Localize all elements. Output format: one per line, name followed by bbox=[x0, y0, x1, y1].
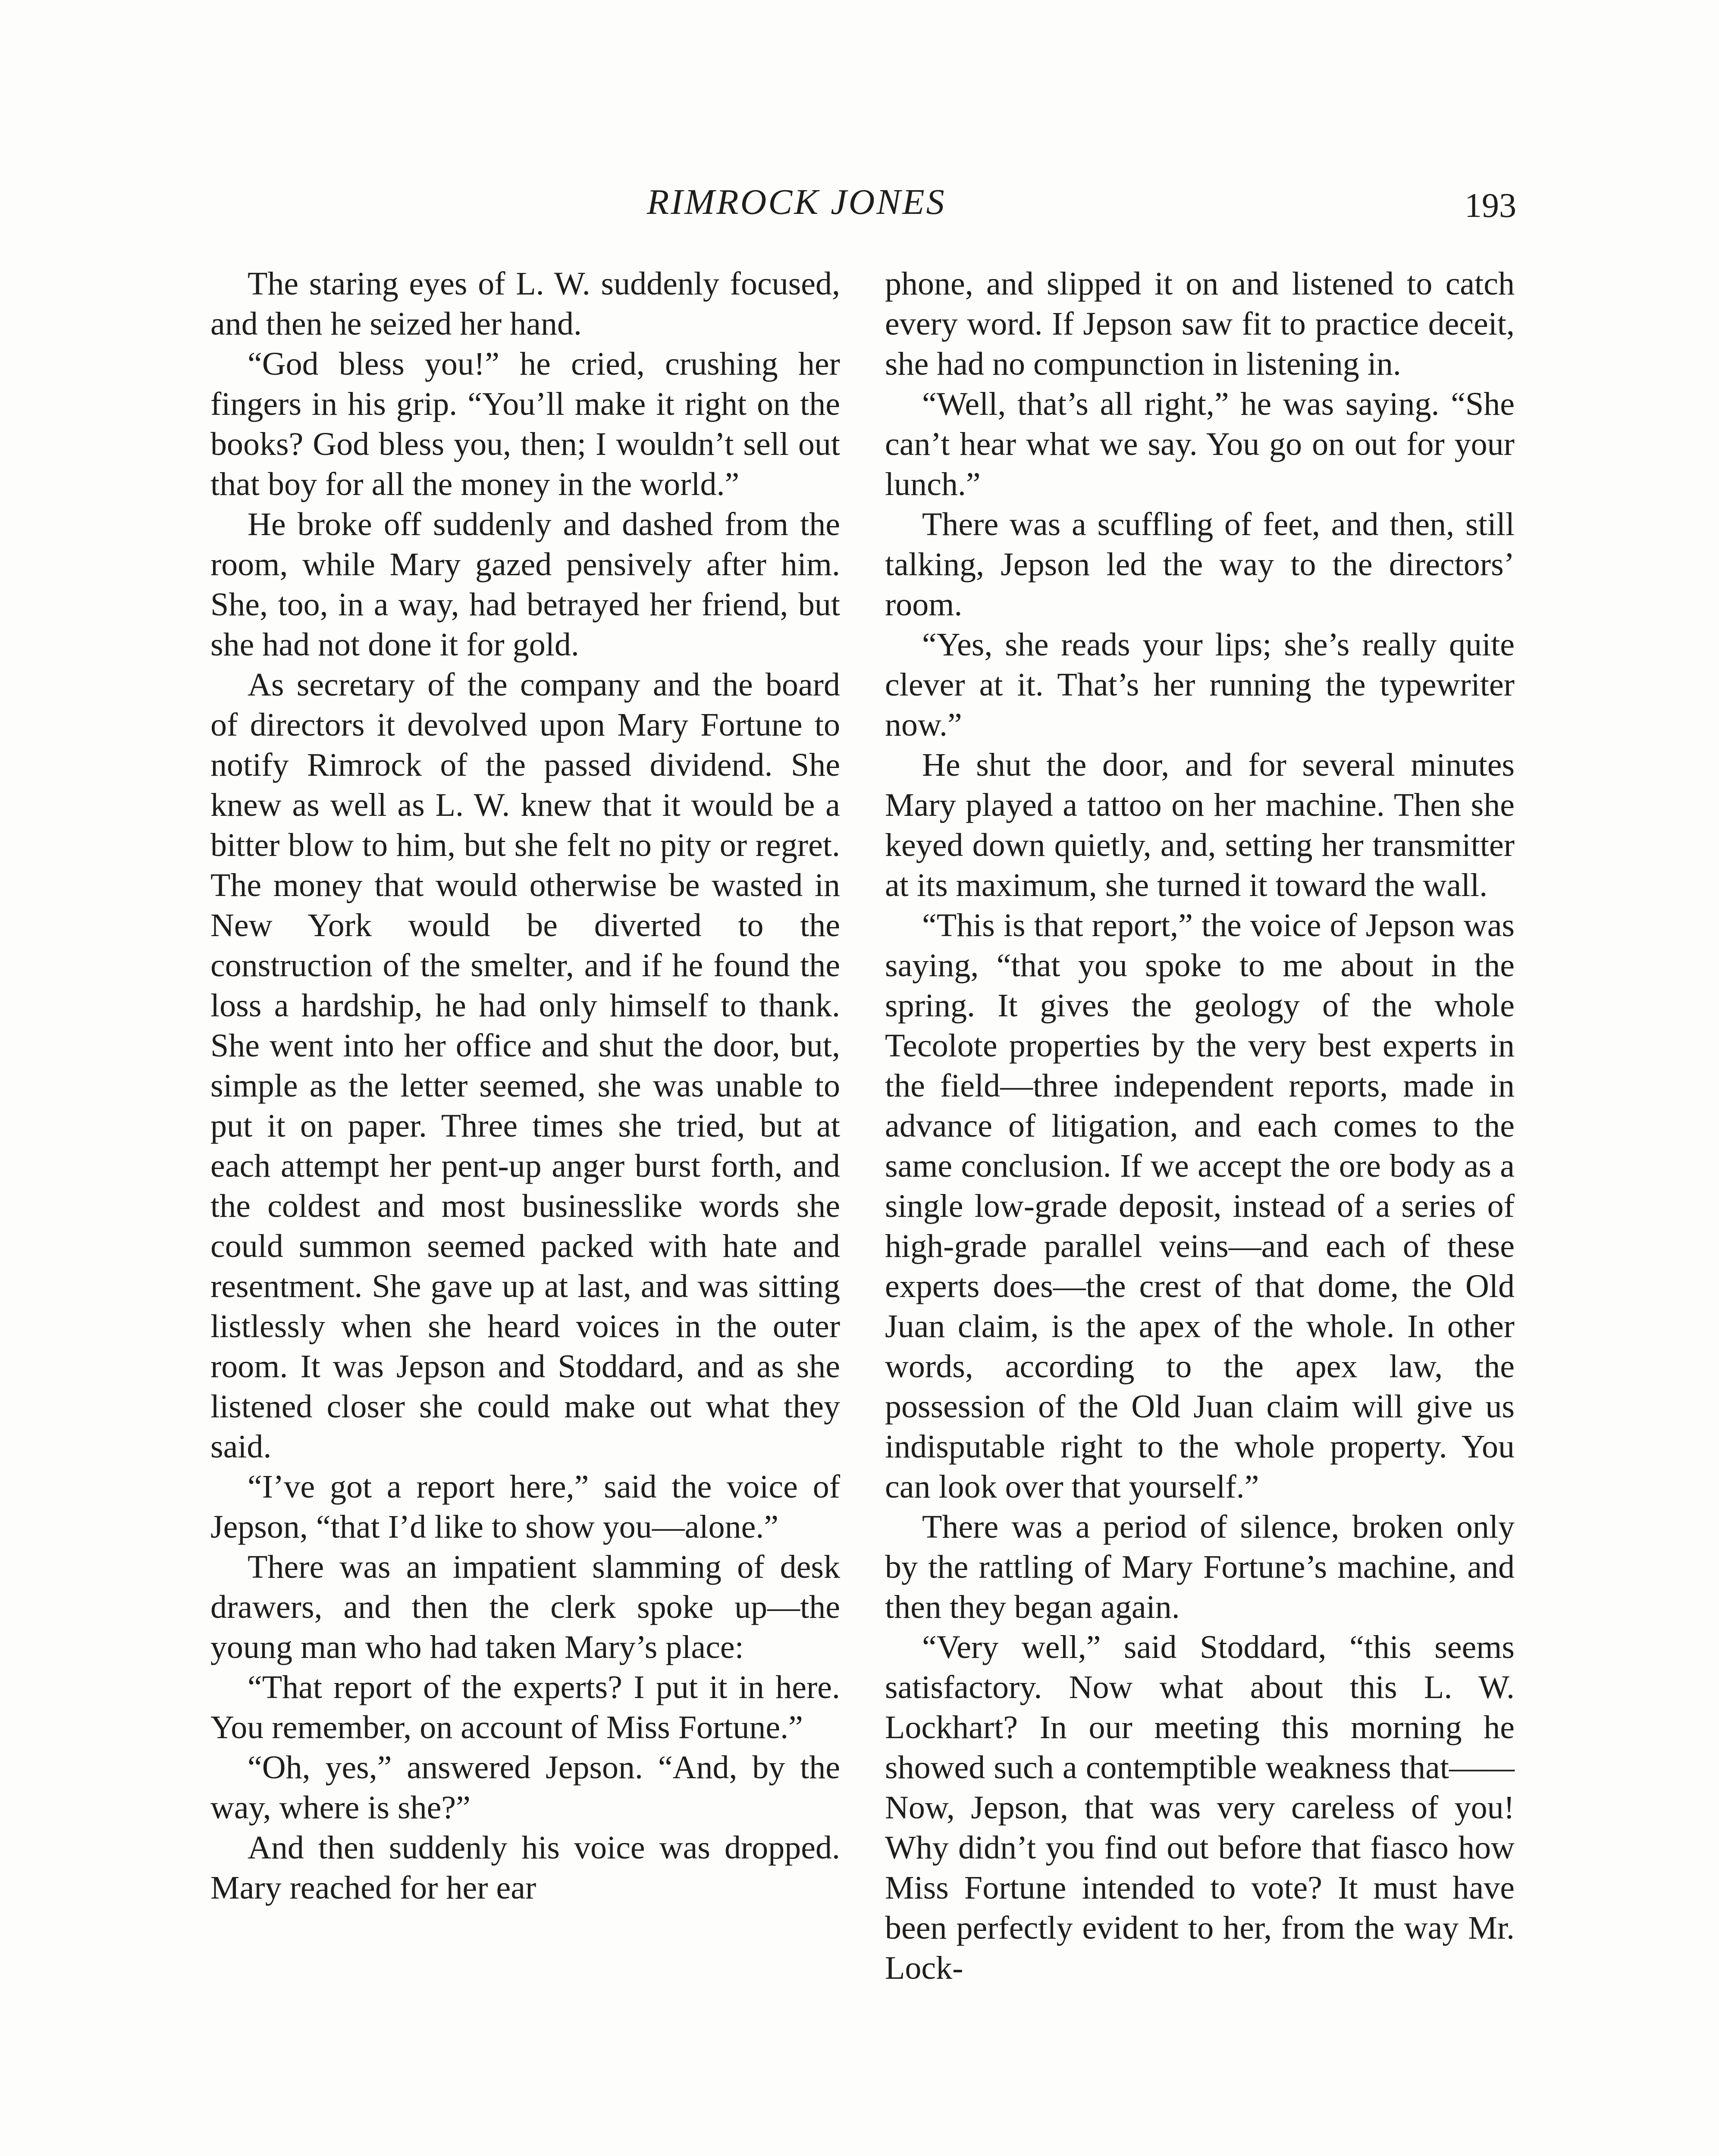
paragraph: “Very well,” said Stoddard, “this seems satisfactory. Now what about this L. W. Lockhart? In our meeting this morning he showed such a contemptible weakness that—— Now, Jepson, that was very careless of you! Why didn’t you find out before that fiasco how Miss Fortune intended to vote? It must have been perfectly evident to her, from the way Mr. Lock- bbox=[885, 1629, 1515, 1986]
paragraph: “That report of the experts? I put it in here. You remember, on account of Miss Fortune.” bbox=[210, 1669, 840, 1745]
paragraph: He shut the door, and for several minutes Mary played a tattoo on her machine. Then she keyed down quietly, and, setting her transmitter at its maximum, she turned it toward the wall. bbox=[885, 747, 1515, 903]
paragraph: As secretary of the company and the board of directors it devolved upon Mary Fortune to notify Rimrock of the passed dividend. She knew as well as L. W. knew that it would be a bitter blow to him, but she felt no pity or regret. The money that would otherwise be wasted in New York would be diverted to the construction of the smelter, and if he found the loss a hardship, he had only himself to thank. She went into her office and shut the door, but, simple as the letter seemed, she was unable to put it on paper. Three times she tried, but at each attempt her pent-up anger burst forth, and the coldest and most businesslike words she could summon seemed packed with hate and resentment. She gave up at last, and was sitting listlessly when she heard voices in the outer room. It was Jepson and Stoddard, and as she listened closer she could make out what they said. bbox=[210, 667, 840, 1465]
paragraph: There was a period of silence, broken only by the rattling of Mary Fortune’s machine, and then they began again. bbox=[885, 1509, 1515, 1625]
paragraph: The staring eyes of L. W. suddenly focused, and then he seized her hand. bbox=[210, 266, 840, 342]
paragraph: “This is that report,” the voice of Jepson was saying, “that you spoke to me about in the spring. It gives the geology of the whole Tecolote properties by the very best experts in the field—three independent reports, made in advance of litigation, and each comes to the same conclusion. If we accept the ore body as a single low-grade deposit, instead of a series of high-grade parallel veins—and each of these experts does—the crest of that dome, the Old Juan claim, is the apex of the whole. In other words, according to the apex law, the possession of the Old Juan claim will give us indisputable right to the whole property. You can look over that yourself.” bbox=[885, 907, 1515, 1505]
paragraph: “I’ve got a report here,” said the voice of Jepson, “that I’d like to show you—alone.” bbox=[210, 1469, 840, 1545]
paragraph: He broke off suddenly and dashed from the room, while Mary gazed pensively after him. She, too, in a way, had betrayed her friend, but she had not done it for gold. bbox=[210, 506, 840, 663]
left-column bbox=[210, 264, 840, 1908]
paragraph: “Yes, she reads your lips; she’s really quite clever at it. That’s her running the typewriter now.” bbox=[885, 627, 1515, 743]
paragraph: There was an impatient slamming of desk drawers, and then the clerk spoke up—the young man who had taken Mary’s place: bbox=[210, 1549, 840, 1665]
running-title: RIMROCK JONES bbox=[647, 182, 946, 222]
right-column bbox=[885, 264, 1515, 1988]
paragraph: “Well, that’s all right,” he was saying. “She can’t hear what we say. You go on out for your lunch.” bbox=[885, 386, 1515, 502]
paragraph: “Oh, yes,” answered Jepson. “And, by the way, where is she?” bbox=[210, 1749, 840, 1826]
paragraph: “God bless you!” he cried, crushing her fingers in his grip. “You’ll make it right on the books? God bless you, then; I wouldn’t sell out that boy for all the money in the world.” bbox=[210, 346, 840, 502]
paragraph-continued: phone, and slipped it on and listened to catch every word. If Jepson saw fit to practice deceit, she had no compunction in listening in. bbox=[885, 266, 1515, 382]
paragraph: There was a scuffling of feet, and then, still talking, Jepson led the way to the directors’ room. bbox=[885, 506, 1515, 623]
paragraph: And then suddenly his voice was dropped. Mary reached for her ear bbox=[210, 1830, 840, 1906]
page-number: 193 bbox=[1465, 187, 1516, 225]
